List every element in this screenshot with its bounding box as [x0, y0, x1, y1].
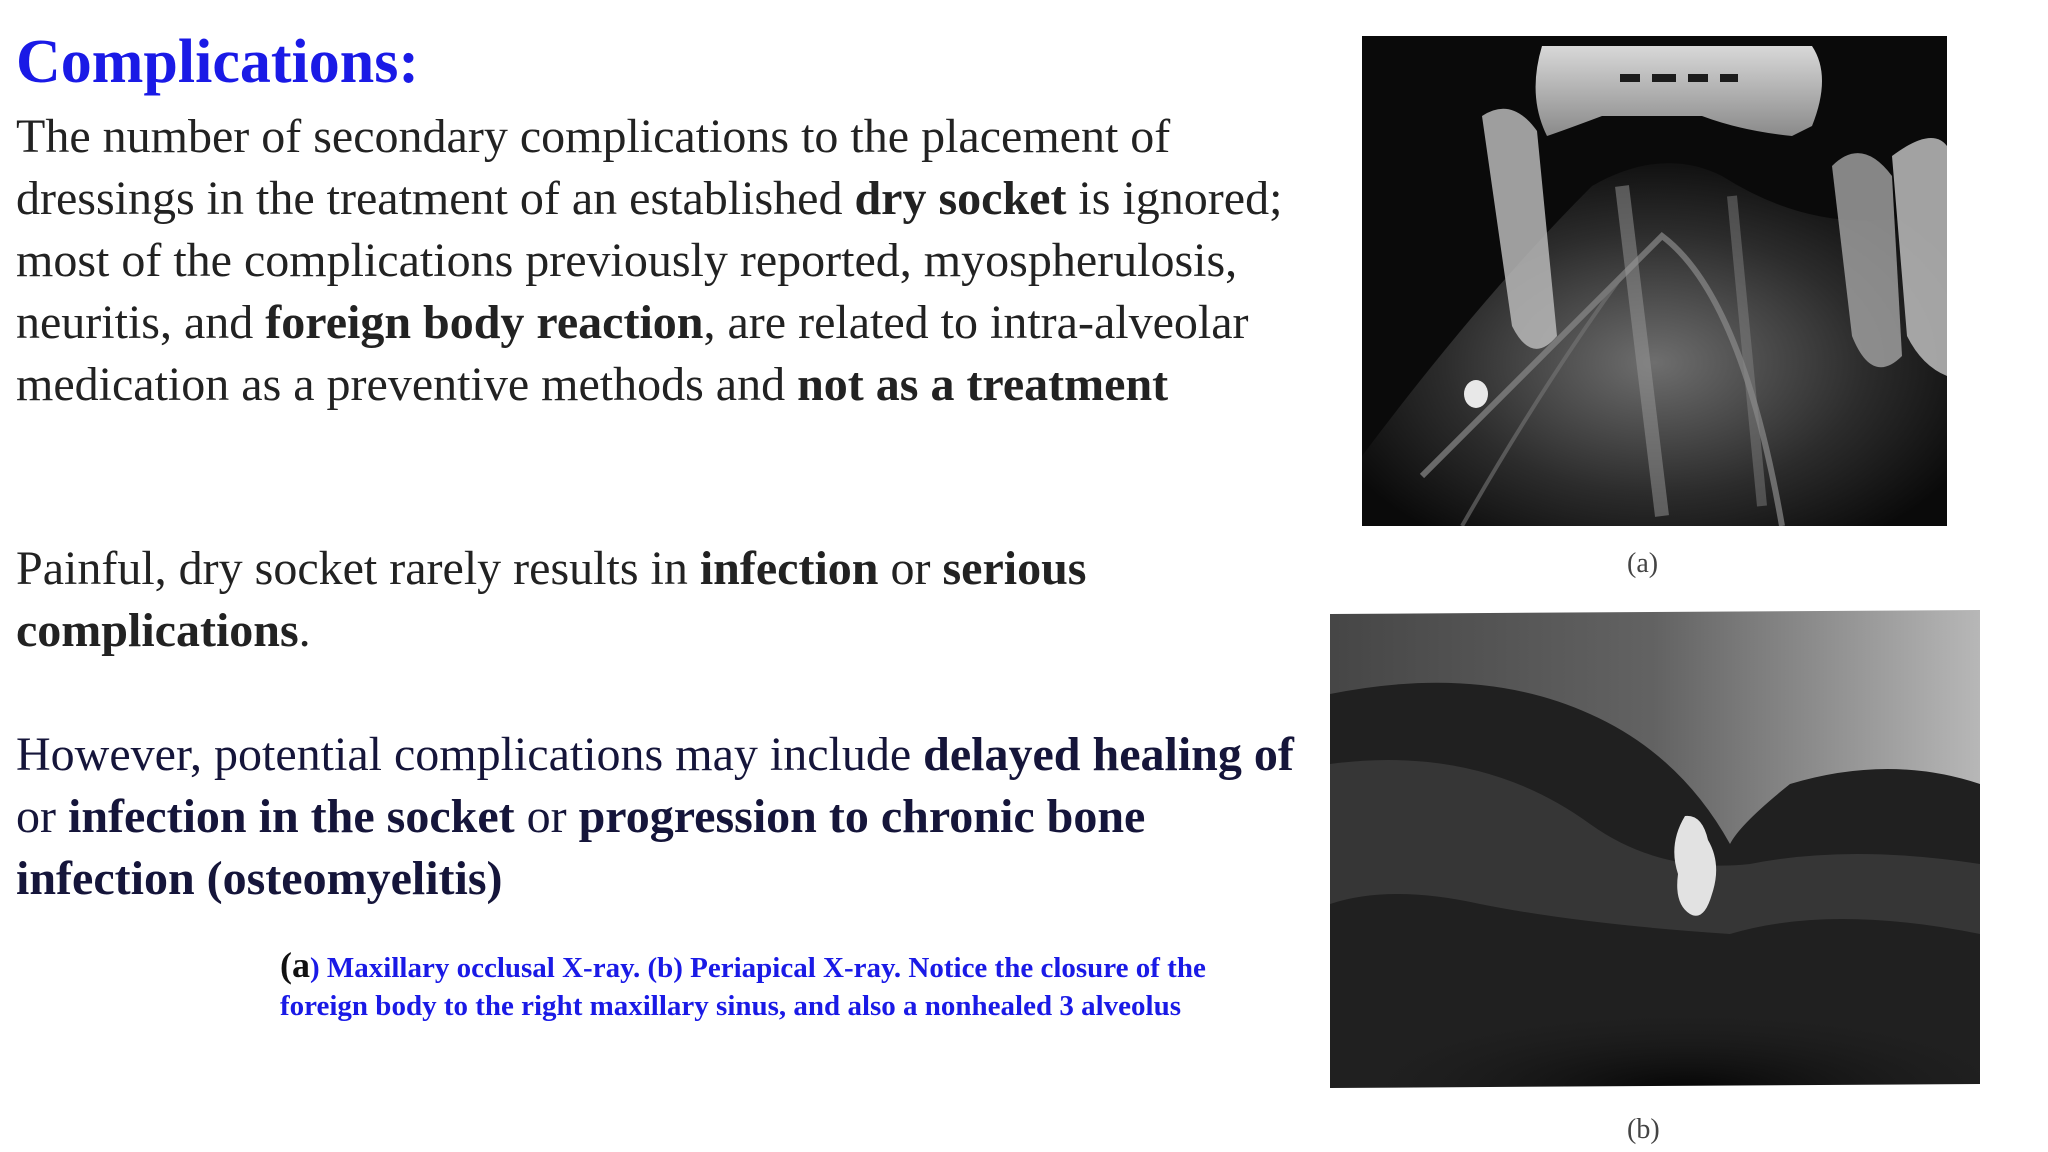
p2-text-2: or	[878, 542, 943, 595]
p1-text-1: The number of secondary complications to the placement of dressings in the treatment of an established	[16, 110, 1171, 225]
caption-text: ) Maxillary occlusal X-ray. (b) Periapical X-ray. Notice the closure of the foreign body to the right maxillary sinus, and also a nonhealed 3 alveolus	[280, 952, 1206, 1022]
periapical-xray-graphic	[1330, 604, 1980, 1096]
p2-text-3: .	[298, 604, 311, 657]
caption-lead: (a	[280, 945, 310, 985]
paragraph-potential-complications	[16, 724, 1296, 910]
maxillary-occlusal-xray-graphic	[1362, 36, 1947, 526]
paragraph-secondary-complications	[16, 106, 1296, 416]
p1-text-2: is ignored; most of the complications previously reported, myospherulosis, neuritis, and	[16, 172, 1283, 349]
periapical-xray-image	[1330, 604, 1980, 1096]
p3-bold-infection-in-socket: infection in the socket	[67, 790, 515, 843]
p1-bold-foreign-body-reaction: foreign body reaction	[265, 296, 704, 349]
figure-label-b: (b)	[1627, 1114, 1660, 1145]
p3-bold-delayed-healing: delayed healing of	[923, 728, 1294, 781]
paragraph-rarely-infection	[16, 538, 1296, 662]
figure-caption	[280, 946, 1270, 1025]
p3-text-2: or	[16, 790, 68, 843]
p1-text-3: , are related to intra-alveolar medication as a preventive methods and	[16, 296, 1249, 411]
p2-bold-infection: infection	[699, 542, 879, 595]
p2-bold-serious-complications: serious complications	[16, 542, 1087, 657]
p3-text-3: or	[514, 790, 579, 843]
p3-bold-osteomyelitis: progression to chronic bone infection (osteomyelitis)	[16, 790, 1146, 905]
p1-bold-dry-socket: dry socket	[854, 172, 1067, 225]
p1-bold-not-as-treatment: not as a treatment	[797, 358, 1169, 411]
slide-title: Complications:	[16, 28, 419, 96]
figure-label-a: (a)	[1627, 548, 1659, 579]
p3-text-1: However, potential complications may include	[16, 728, 924, 781]
maxillary-occlusal-xray-image	[1362, 36, 1947, 526]
p2-text-1: Painful, dry socket rarely results in	[16, 542, 700, 595]
